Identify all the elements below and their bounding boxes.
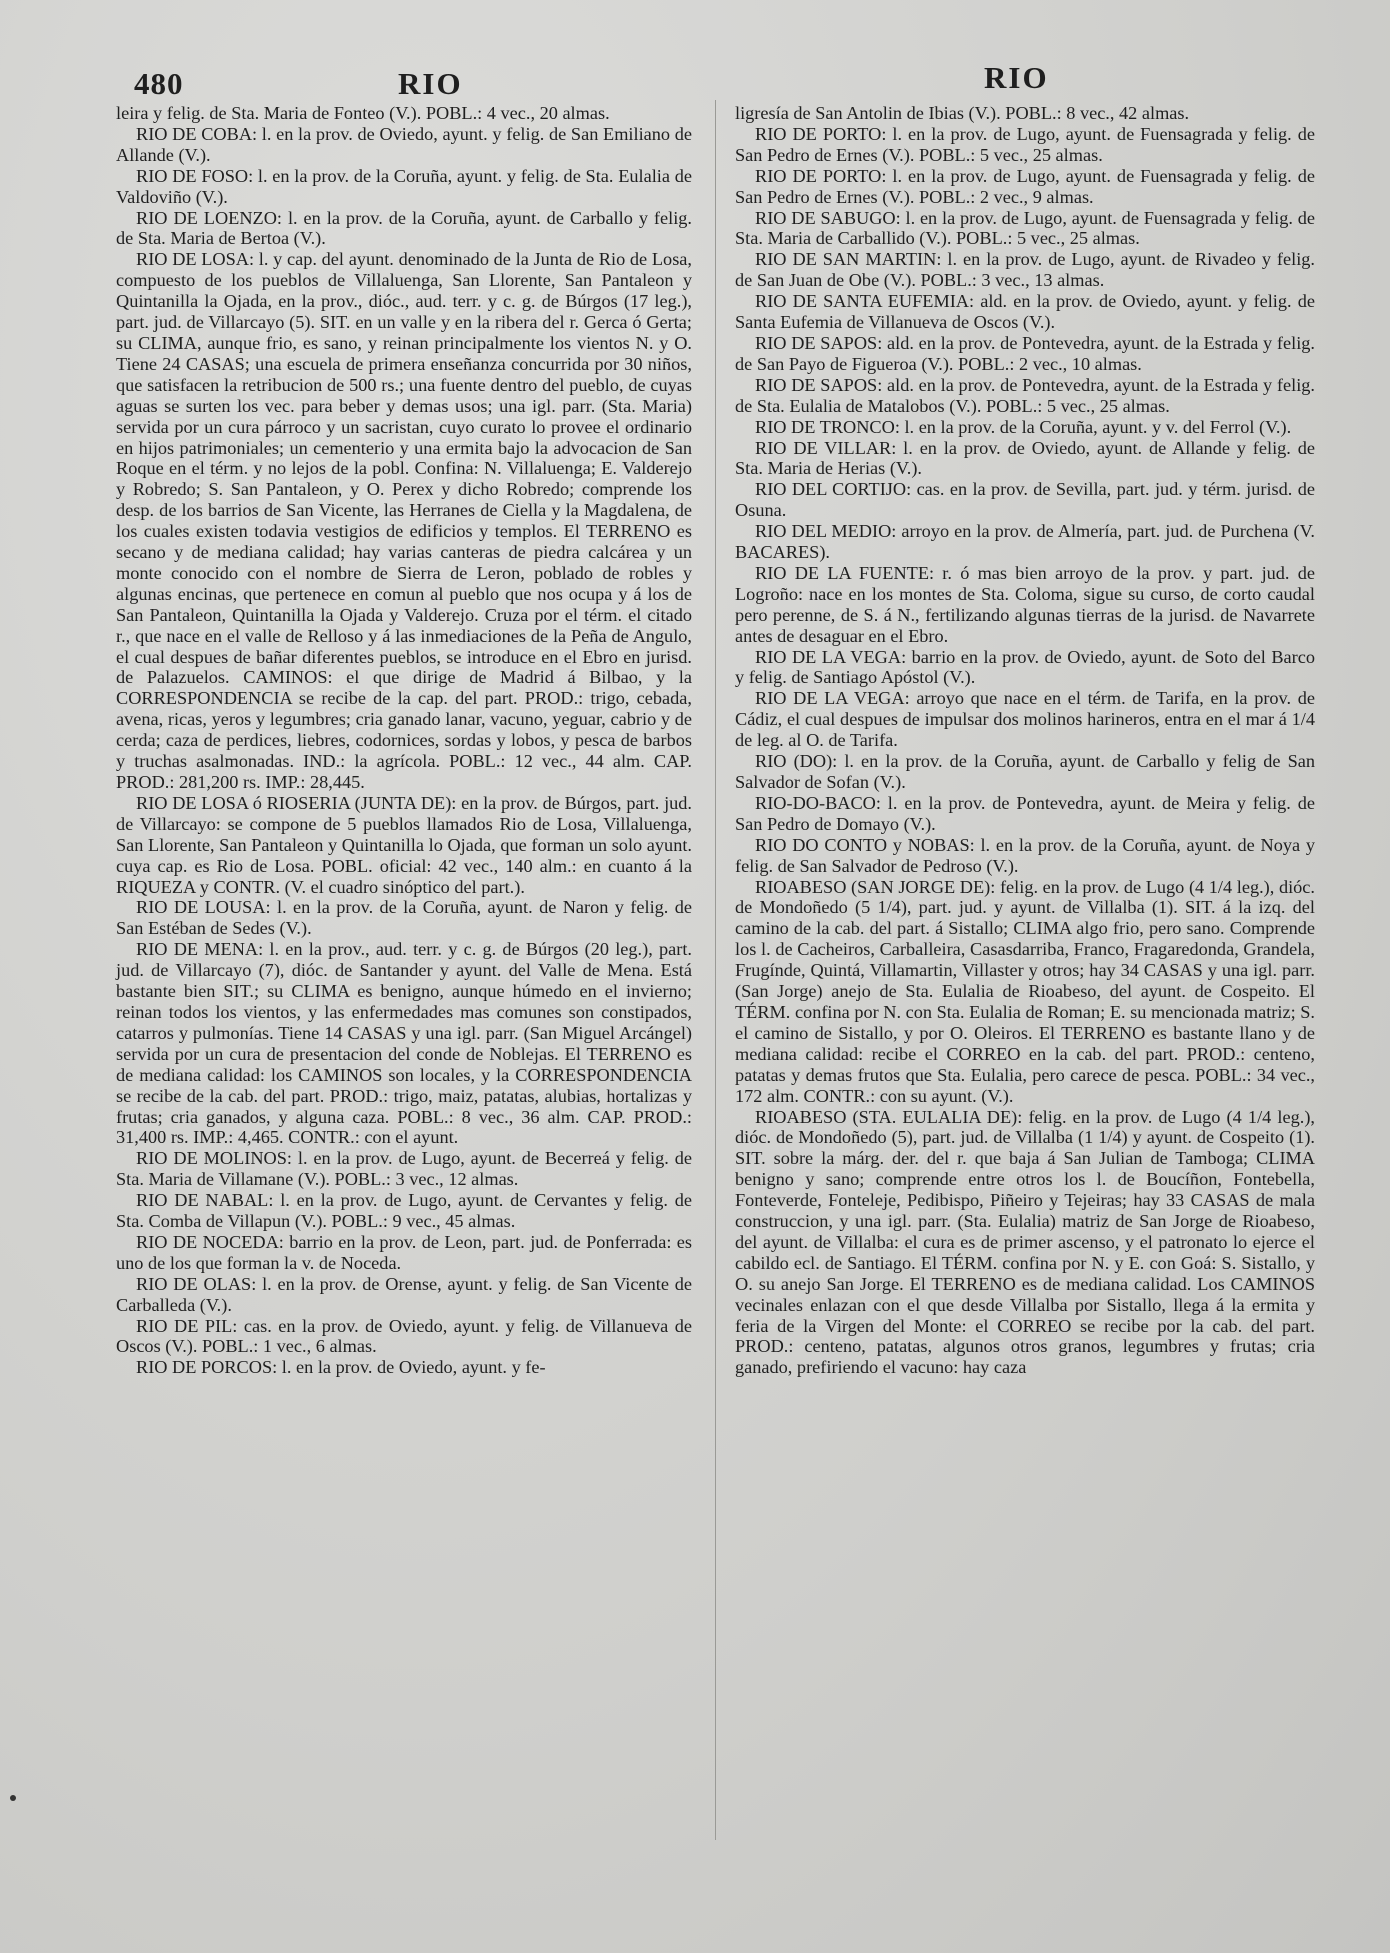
entry: RIO DE SANTA EUFEMIA: ald. en la prov. de Oviedo, ayunt. y felig. de Santa Eufemia de Villanueva de Oscos (V.). bbox=[735, 291, 1315, 333]
entry: RIO DE LOSA: l. y cap. del ayunt. denominado de la Junta de Rio de Losa, compuesto de los pueblos de Villaluenga, San Llorente, San Pantaleon y Quintanilla la Ojada, en la prov., dióc., aud. terr. y c. g. de Búrgos (17 leg.), part. jud. de Villarcayo (5). SIT. en un valle y en la ribera del r. Gerca ó Gerta; su CLIMA, aunque frio, es sano, y reinan principalmente los vientos N. y O. Tiene 24 CASAS; una escuela de primera enseñanza concurrida por 30 niños, que satisfacen la retribucion de 500 rs.; una fuente dentro del pueblo, de cuyas aguas se surten los vec. para beber y demas usos; una igl. parr. (Sta. Maria) servida por un cura párroco y un sacristan, cuyo curato lo provee el ordinario en hijos patrimoniales; un cementerio y una ermita bajo la advocacion de San Roque en el térm. y no lejos de la pobl. Confina: N. Villaluenga; E. Valderejo y Robredo; S. San Pantaleon, y O. Perex y dicho Robredo; comprende los desp. de los barrios de San Vicente, las Herranes de Ciella y la Magdalena, de los cuales existen todavia vestigios de edificios y templos. El TERRENO es secano y de mediana calidad; hay varias canteras de piedra calcárea y un monte conocido con el nombre de Sierra de Leron, poblado de robles y algunas encinas, que pertenece en comun al pueblo que nos ocupa y á los de San Pantaleon, Quintanilla la Ojada y Valderejo. Cruza por el térm. el citado r., que nace en el valle de Relloso y á las inmediaciones de la Peña de Angulo, el cual despues de bañar diferentes pueblos, se introduce en el Ebro en jurisd. de Palazuelos. CAMINOS: el que dirige de Madrid á Bilbao, y la CORRESPONDENCIA se recibe de la cap. del part. PROD.: trigo, cebada, avena, ricas, yeros y legumbres; cria ganado lanar, vacuno, yeguar, cabrio y de cerda; caza de perdices, liebres, codornices, sordas y lobos, y pesca de barbos y truchas asalmonadas. IND.: la agrícola. POBL.: 12 vec., 44 alm. CAP. PROD.: 281,200 rs. IMP.: 28,445. bbox=[116, 249, 692, 792]
entry: RIO DE PORTO: l. en la prov. de Lugo, ayunt. de Fuensagrada y felig. de San Pedro de Ernes (V.). POBL.: 2 vec., 9 almas. bbox=[735, 165, 1315, 207]
entry: RIO DE VILLAR: l. en la prov. de Oviedo, ayunt. de Allande y felig. de Sta. Maria de Herias (V.). bbox=[735, 437, 1315, 479]
column-divider bbox=[715, 100, 716, 1840]
entry: RIO DEL CORTIJO: cas. en la prov. de Sevilla, part. jud. y térm. jurisd. de Osuna. bbox=[735, 479, 1315, 521]
running-head-left: RIO bbox=[398, 66, 463, 101]
entry: RIO (DO): l. en la prov. de la Coruña, ayunt. de Carballo y felig de San Salvador de Sofan (V.). bbox=[735, 751, 1315, 792]
entry: leira y felig. de Sta. Maria de Fonteo (V.). POBL.: 4 vec., 20 almas. bbox=[116, 103, 610, 123]
page-header bbox=[0, 60, 1390, 106]
entry: RIOABESO (SAN JORGE DE): felig. en la prov. de Lugo (4 1/4 leg.), dióc. de Mondoñedo (5 1/4), part. jud. y ayunt. de Villalba (1). SIT. á la izq. del camino de la cab. del part. á Sistallo; CLIMA algo frio, pero sano. Comprende los l. de Cacheiros, Carballeira, Casasdarriba, Franco, Fragaredonda, Grandela, Frugínde, Quintá, Villamartin, Villaster y otros; hay 34 CASAS y una igl. parr. (San Jorge) anejo de Sta. Eulalia de Rioabeso, del ayunt. de Cospeito. El TÉRM. confina por N. con Sta. Eulalia de Roman; E. su mencionada matriz; S. el camino de Sistallo, y por O. Oleiros. El TERRENO es bastante llano y de mediana calidad: recibe el CORREO en la cab. del part. PROD.: centeno, patatas y demas frutos que Sta. Eulalia, pero carece de pesca. POBL.: 34 vec., 172 alm. CONTR.: con su ayunt. (V.). bbox=[735, 876, 1315, 1106]
entry: RIO DO CONTO y NOBAS: l. en la prov. de la Coruña, ayunt. de Noya y felig. de San Salvador de Pedroso (V.). bbox=[735, 834, 1315, 876]
entry: RIO-DO-BACO: l. en la prov. de Pontevedra, ayunt. de Meira y felig. de San Pedro de Domayo (V.). bbox=[735, 792, 1315, 834]
entry: RIO DE LA VEGA: barrio en la prov. de Oviedo, ayunt. de Soto del Barco y felig. de Santiago Apóstol (V.). bbox=[735, 646, 1315, 688]
entry: RIO DE LOENZO: l. en la prov. de la Coruña, ayunt. de Carballo y felig. de Sta. Maria de Bertoa (V.). bbox=[116, 207, 692, 249]
entry: RIO DE FOSO: l. en la prov. de la Coruña, ayunt. y felig. de Sta. Eulalia de Valdoviño (V.). bbox=[116, 165, 692, 207]
entry: RIO DE LA VEGA: arroyo que nace en el térm. de Tarifa, en la prov. de Cádiz, el cual despues de impulsar dos molinos harineros, entra en el mar á 1/4 de leg. al O. de Tarifa. bbox=[735, 688, 1315, 751]
entry: RIO DE PIL: cas. en la prov. de Oviedo, ayunt. y felig. de Villanueva de Oscos (V.). POBL.: 1 vec., 6 almas. bbox=[116, 1315, 692, 1357]
entry: RIOABESO (STA. EULALIA DE): felig. en la prov. de Lugo (4 1/4 leg.), dióc. de Mondoñedo (5), part. jud. de Villalba (1 1/4) y ayunt. de Cospeito (1). SIT. sobre la márg. der. del r. que baja á San Julian de Tamboga; CLIMA benigno y sano; comprende entre otros los l. de Boucíñon, Fontebella, Fonteverde, Fonteleje, Pedibispo, Piñeiro y Tejeiras; hay 33 CASAS de mala construccion, y una igl. parr. (Sta. Eulalia) matriz de San Jorge de Rioabeso, del ayunt. de Villalba: el cura es de primer ascenso, y el patronato lo ejerce el cabildo ecl. de Santiago. El TÉRM. confina por N. y E. con Goá: S. Sistallo, y O. su anejo San Jorge. El TERRENO es de mediana calidad. Los CAMINOS vecinales enlazan con el que desde Villalba por Sistallo, llega á la ermita y feria de la Virgen del Monte: el CORREO se recibe por la cab. del part. PROD.: centeno, patatas, algunos otros granos, legumbres y frutas; cria ganado, prefiriendo el vacuno: hay caza bbox=[735, 1106, 1315, 1378]
left-column bbox=[116, 103, 692, 1378]
entry: RIO DE PORCOS: l. en la prov. de Oviedo, ayunt. y fe- bbox=[136, 1357, 546, 1378]
right-column bbox=[735, 103, 1315, 1378]
entry: RIO DE LOSA ó RIOSERIA (JUNTA DE): en la prov. de Búrgos, part. jud. de Villarcayo: se compone de 5 pueblos llamados Rio de Losa, Villaluenga, San Llorente, San Pantaleon y Quintanilla lo Ojada, que forman un solo ayunt. cuya cap. es Rio de Losa. POBL. oficial: 42 vec., 140 alm.: en cuanto á la RIQUEZA y CONTR. (V. el cuadro sinóptico del part.). bbox=[116, 792, 692, 897]
entry: RIO DE MOLINOS: l. en la prov. de Lugo, ayunt. de Becerreá y felig. de Sta. Maria de Villamane (V.). POBL.: 3 vec., 12 almas. bbox=[116, 1148, 692, 1190]
page-number: 480 bbox=[134, 66, 184, 101]
entry: RIO DE COBA: l. en la prov. de Oviedo, ayunt. y felig. de San Emiliano de Allande (V.). bbox=[116, 123, 692, 165]
entry: RIO DE MENA: l. en la prov., aud. terr. y c. g. de Búrgos (20 leg.), part. jud. de Villarcayo (7), dióc. de Santander y ayunt. del Valle de Mena. Está bastante bien SIT.; su CLIMA es benigno, aunque húmedo en el invierno; reinan todos los vientos, y las enfermedades mas comunes son constipados, catarros y pulmonías. Tiene 14 CASAS y una igl. parr. (San Miguel Arcángel) servida por un cura de presentacion del conde de Noblejas. El TERRENO es de mediana calidad: los CAMINOS son locales, y la CORRESPONDENCIA se recibe de la cab. del part. PROD.: trigo, maiz, patatas, alubias, hortalizas y frutas; cria ganados, y alguna caza. POBL.: 8 vec., 36 alm. CAP. PROD.: 31,400 rs. IMP.: 4,465. CONTR.: con el ayunt. bbox=[116, 939, 692, 1148]
entry: RIO DE PORTO: l. en la prov. de Lugo, ayunt. de Fuensagrada y felig. de San Pedro de Ernes (V.). POBL.: 5 vec., 25 almas. bbox=[735, 123, 1315, 165]
entry: RIO DE SAPOS: ald. en la prov. de Pontevedra, ayunt. de la Estrada y felig. de Sta. Eulalia de Matalobos (V.). POBL.: 5 vec., 25 almas. bbox=[735, 374, 1315, 416]
entry: RIO DE SAN MARTIN: l. en la prov. de Lugo, ayunt. de Rivadeo y felig. de San Juan de Obe (V.). POBL.: 3 vec., 13 almas. bbox=[735, 249, 1315, 291]
entry: RIO DE OLAS: l. en la prov. de Orense, ayunt. y felig. de San Vicente de Carballeda (V.). bbox=[116, 1273, 692, 1315]
running-head-right: RIO bbox=[984, 60, 1049, 95]
entry: ligresía de San Antolin de Ibias (V.). POBL.: 8 vec., 42 almas. bbox=[735, 103, 1190, 123]
entry: RIO DE NOCEDA: barrio en la prov. de Leon, part. jud. de Ponferrada: es uno de los que forman la v. de Noceda. bbox=[116, 1231, 692, 1273]
entry: RIO DEL MEDIO: arroyo en la prov. de Almería, part. jud. de Purchena (V. BACARES). bbox=[735, 521, 1315, 563]
entry: RIO DE SABUGO: l. en la prov. de Lugo, ayunt. de Fuensagrada y felig. de Sta. Maria de Carballido (V.). POBL.: 5 vec., 25 almas. bbox=[735, 207, 1315, 249]
entry: RIO DE TRONCO: l. en la prov. de la Coruña, ayunt. y v. del Ferrol (V.). bbox=[755, 416, 1292, 437]
entry: RIO DE NABAL: l. en la prov. de Lugo, ayunt. de Cervantes y felig. de Sta. Comba de Villapun (V.). POBL.: 9 vec., 45 almas. bbox=[116, 1190, 692, 1232]
entry: RIO DE SAPOS: ald. en la prov. de Pontevedra, ayunt. de la Estrada y felig. de San Payo de Figueroa (V.). POBL.: 2 vec., 10 almas. bbox=[735, 332, 1315, 374]
margin-mark bbox=[10, 1795, 16, 1801]
entry: RIO DE LA FUENTE: r. ó mas bien arroyo de la prov. y part. jud. de Logroño: nace en los montes de Sta. Coloma, sigue su curso, de corto caudal pero perenne, de S. á N., fertilizando algunas tierras de la jurisd. de Navarrete antes de desaguar en el Ebro. bbox=[735, 562, 1315, 646]
entry: RIO DE LOUSA: l. en la prov. de la Coruña, ayunt. de Naron y felig. de San Estéban de Sedes (V.). bbox=[116, 897, 692, 939]
